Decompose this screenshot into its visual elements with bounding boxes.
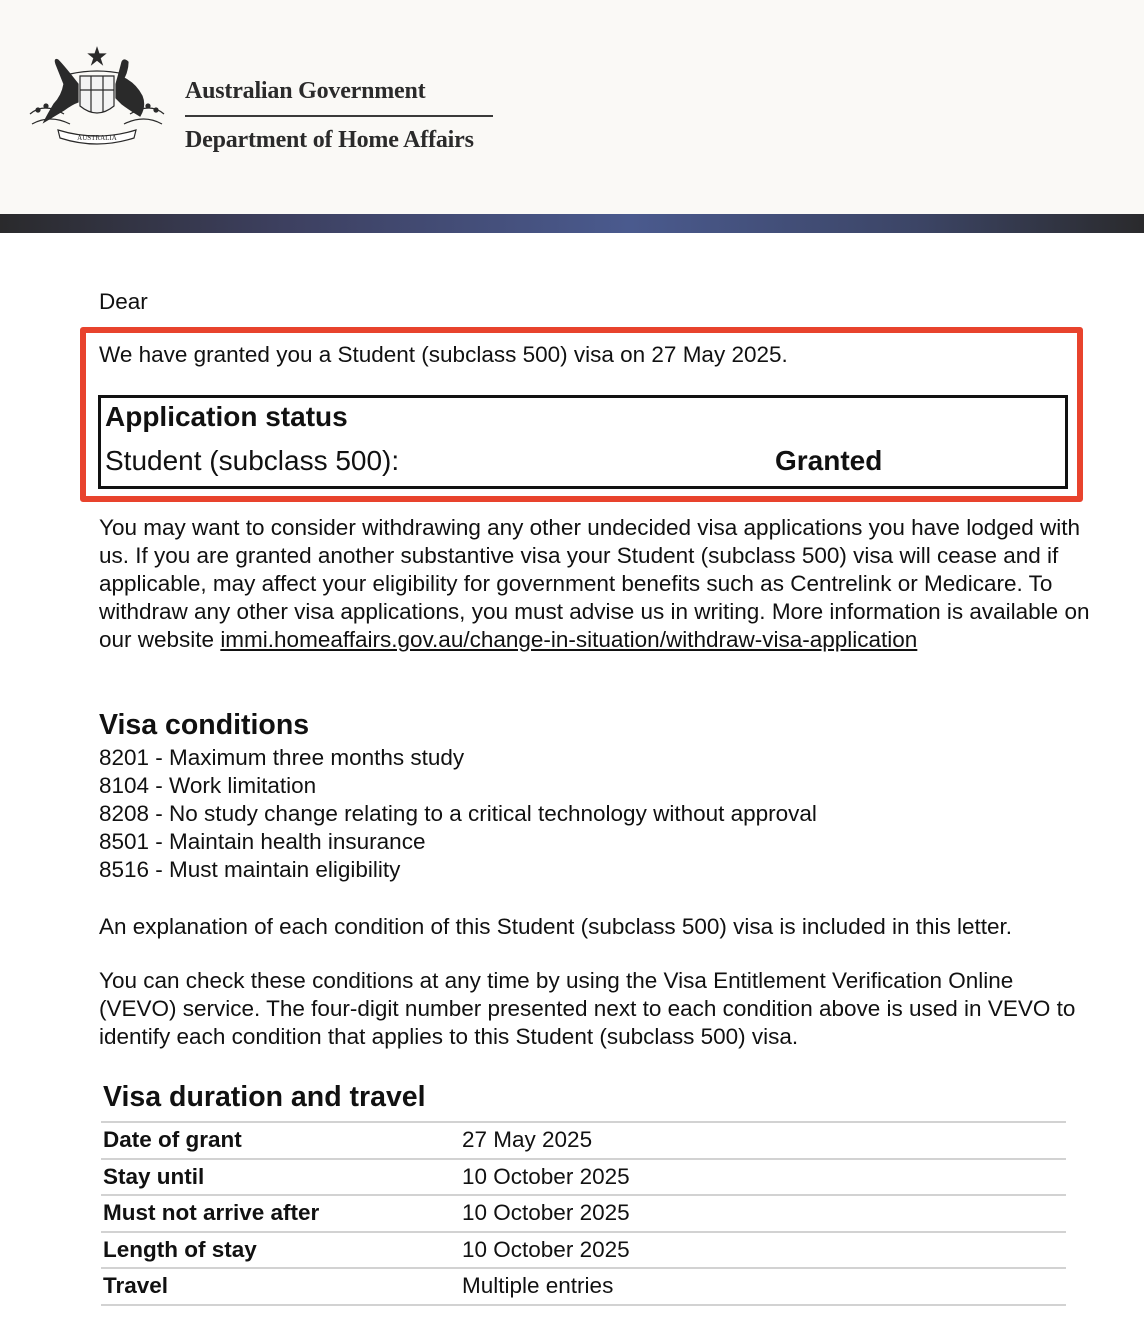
visa-conditions-list	[99, 744, 817, 884]
table-row	[101, 1122, 1066, 1159]
government-name: Australian Government	[185, 78, 426, 104]
table-row	[101, 1159, 1066, 1196]
australian-coat-of-arms-icon	[24, 44, 170, 156]
row-value: 10 October 2025	[460, 1232, 1066, 1269]
table-row	[101, 1268, 1066, 1305]
vevo-paragraph: You can check these conditions at any time by using the Visa Entitlement Verification Online (VEVO) service. The four-digit number presented next to each condition above is used in VEVO to identify each condition that applies to this Student (subclass 500) visa.	[99, 968, 1076, 1049]
row-value: 27 May 2025	[460, 1122, 1066, 1159]
condition-item: 8516 - Must maintain eligibility	[99, 857, 401, 882]
row-label: Length of stay	[101, 1232, 460, 1269]
visa-duration-table	[101, 1121, 1066, 1306]
salutation: Dear	[99, 289, 148, 314]
application-status-heading: Application status	[105, 401, 348, 432]
withdraw-link[interactable]: immi.homeaffairs.gov.au/change-in-situation/withdraw-visa-application	[220, 627, 918, 652]
crest-scroll-text: AUSTRALIA	[77, 134, 117, 142]
condition-item: 8201 - Maximum three months study	[99, 745, 465, 770]
visa-duration-heading: Visa duration and travel	[103, 1081, 426, 1113]
visa-conditions-heading: Visa conditions	[99, 709, 310, 741]
row-label: Travel	[101, 1268, 460, 1305]
row-value: Multiple entries	[460, 1268, 1066, 1305]
row-label: Date of grant	[101, 1122, 460, 1159]
department-name: Department of Home Affairs	[185, 127, 474, 153]
withdraw-paragraph	[99, 514, 1099, 654]
header-band	[0, 214, 1144, 233]
grant-sentence: We have granted you a Student (subclass 500) visa on 27 May 2025.	[99, 342, 788, 367]
row-label: Must not arrive after	[101, 1195, 460, 1232]
table-row	[101, 1195, 1066, 1232]
withdraw-text: You may want to consider withdrawing any other undecided visa applications you have lodged with us. If you are granted another substantive visa your Student (subclass 500) visa will cease and if applicable, may affect your eligibility for government benefits such as Centrelink or Medicare. To withdraw any other visa applications, you must advise us in writing. More information is available on our website	[99, 515, 1090, 652]
letterhead-divider	[185, 115, 493, 117]
condition-item: 8104 - Work limitation	[99, 773, 317, 798]
row-label: Stay until	[101, 1159, 460, 1196]
condition-item: 8501 - Maintain health insurance	[99, 829, 426, 854]
application-status-value: Granted	[775, 445, 883, 476]
row-value: 10 October 2025	[460, 1159, 1066, 1196]
letterhead	[0, 0, 1144, 214]
condition-item: 8208 - No study change relating to a critical technology without approval	[99, 801, 817, 826]
table-row	[101, 1232, 1066, 1269]
row-value: 10 October 2025	[460, 1195, 1066, 1232]
application-status-visa: Student (subclass 500):	[105, 445, 400, 476]
conditions-explanation: An explanation of each condition of this Student (subclass 500) visa is included in this letter.	[99, 914, 1013, 939]
